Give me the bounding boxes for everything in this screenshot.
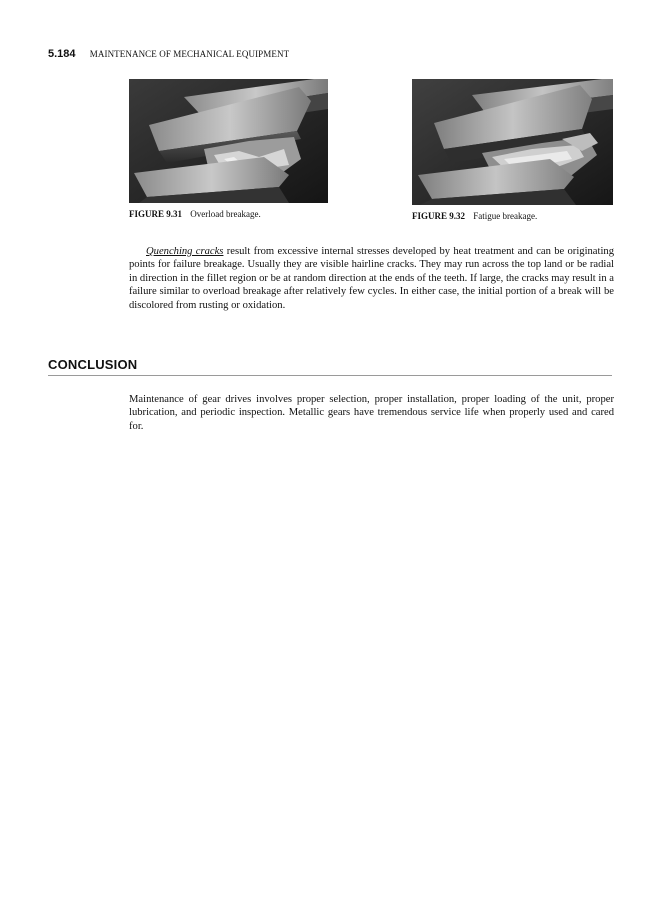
conclusion-heading: CONCLUSION (48, 357, 138, 372)
heading-divider (48, 375, 612, 376)
figure-caption-text: Overload breakage. (190, 209, 261, 219)
figure-9-31-caption (129, 209, 261, 219)
figure-9-32-caption (412, 211, 537, 221)
page-header (48, 48, 289, 60)
figure-label: FIGURE 9.32 (412, 211, 466, 221)
gear-overload-breakage-image (129, 79, 328, 203)
figure-label: FIGURE 9.31 (129, 209, 183, 219)
figure-9-31-photo (129, 79, 328, 203)
running-title: MAINTENANCE OF MECHANICAL EQUIPMENT (89, 49, 290, 59)
figure-9-32-photo (412, 79, 613, 205)
quenching-cracks-text: result from excessive internal stresses developed by heat treatment and can be originating points for failure breakage. Usually they are visible hairline cracks. They may run across the top land or be radial in direction in the fillet region or be at random direction at the ends of the teeth. If large, the cracks may result in a failure similar to overload breakage after relatively few cycles. In either case, the initial portion of a break will be discolored from rusting or oxidation. (129, 246, 614, 311)
gear-fatigue-breakage-image (412, 79, 613, 205)
quenching-cracks-paragraph (129, 245, 614, 312)
page-number: 5.184 (48, 48, 76, 60)
conclusion-paragraph: Maintenance of gear drives involves proper selection, proper installation, proper loading of the unit, proper lubrication, and periodic inspection. Metallic gears have tremendous service life when properly used and cared for. (129, 394, 614, 432)
quenching-cracks-term: Quenching cracks (146, 246, 224, 257)
figure-caption-text: Fatigue breakage. (473, 211, 538, 221)
